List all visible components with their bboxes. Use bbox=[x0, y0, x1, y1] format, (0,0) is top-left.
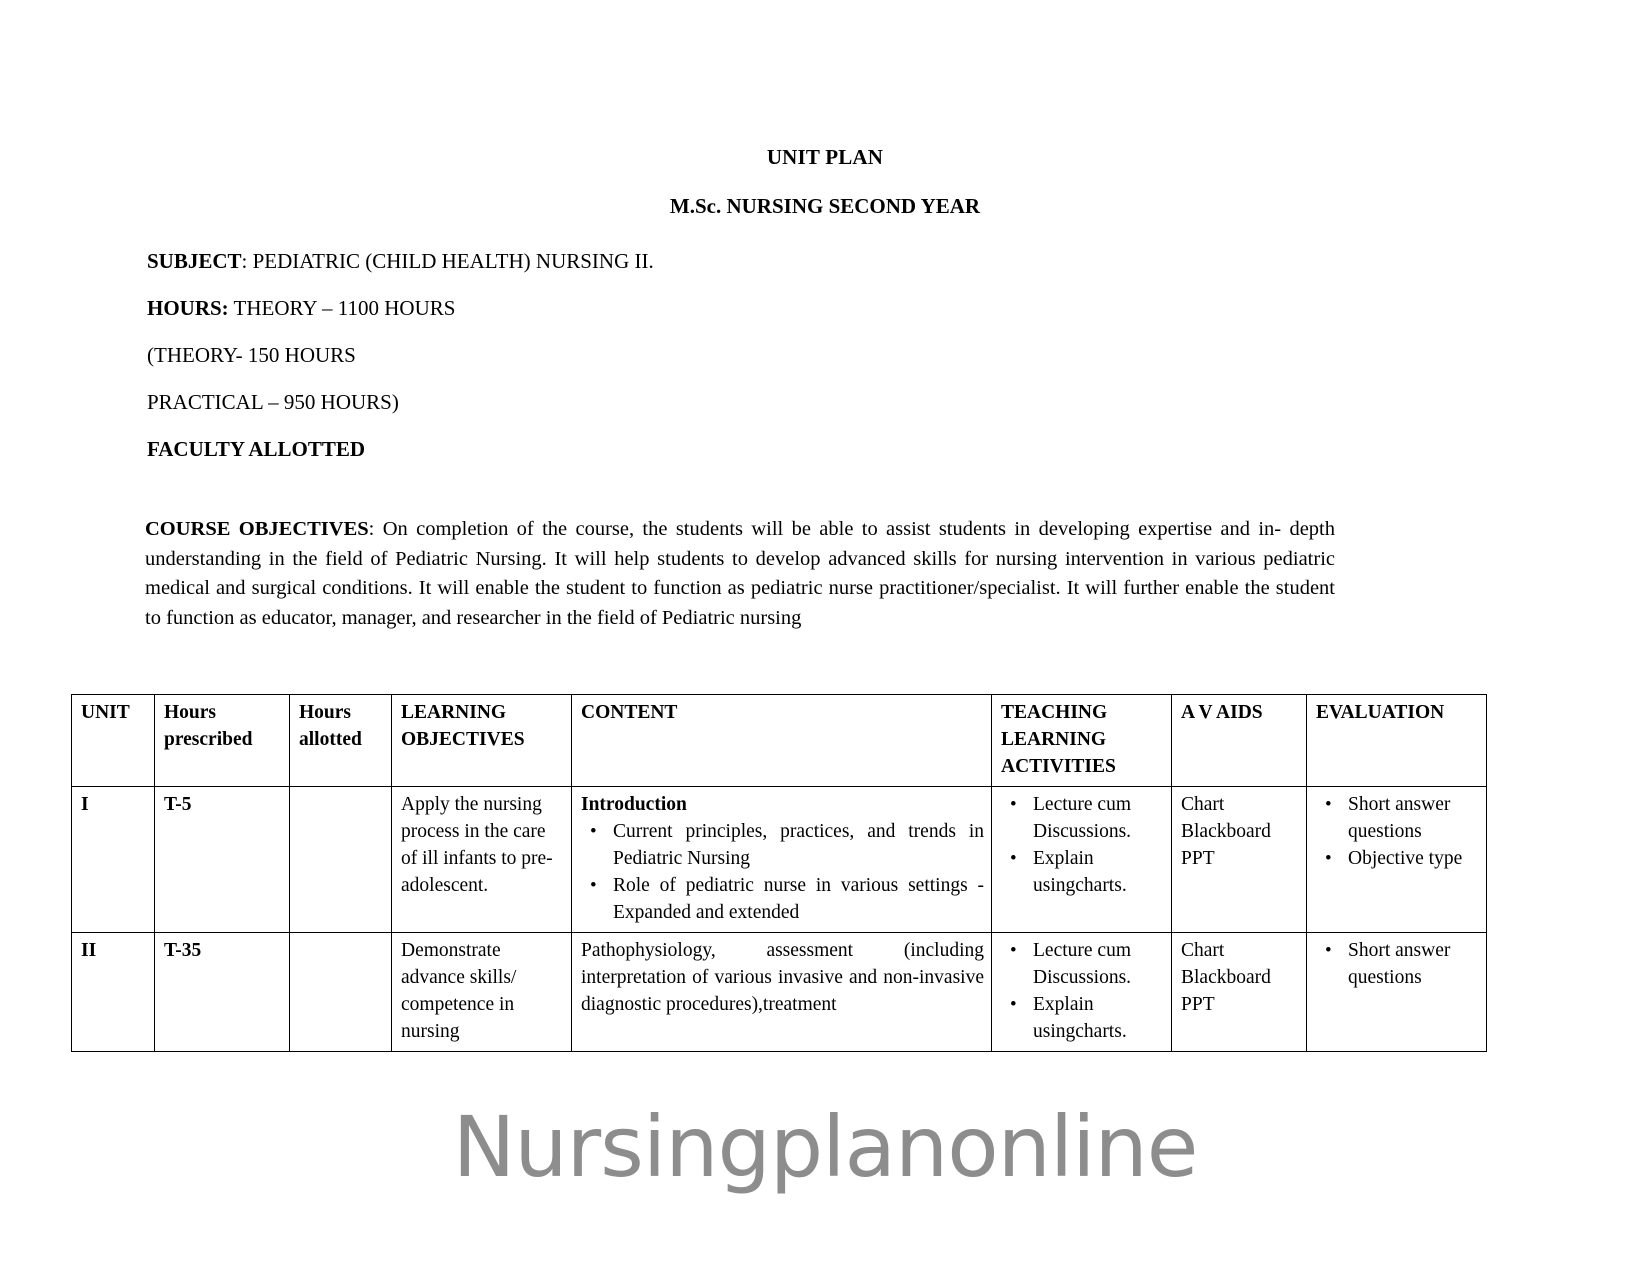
column-header-unit: UNIT bbox=[72, 695, 155, 787]
cell-content bbox=[572, 787, 992, 933]
course-objectives-text: : On completion of the course, the students will be able to assist students in developing expertise and in- depth understanding in the field of Pediatric Nursing. It will help students to develop advanced skills for nursing intervention in various pediatric medical and surgical conditions. It will enable the student to function as pediatric nurse practitioner/specialist. It will further enable the student to function as educator, manager, and researcher in the field of Pediatric nursing bbox=[145, 518, 1336, 629]
table-header-row bbox=[72, 695, 1487, 787]
table-row bbox=[72, 787, 1487, 933]
column-header-evaluation: EVALUATION bbox=[1307, 695, 1487, 787]
column-header-teaching-learning-activities: TEACHING LEARNING ACTIVITIES bbox=[992, 695, 1172, 787]
evaluation-bullet-list bbox=[1316, 791, 1479, 872]
cell-content: Pathophysiology, assessment (including interpretation of various invasive and non-invasive diagnostic procedures),treatment bbox=[572, 933, 992, 1052]
meta-practical-hours: PRACTICAL – 950 HOURS) bbox=[147, 390, 399, 414]
list-item: • Short answer questions bbox=[1343, 937, 1479, 991]
cell-unit: I bbox=[72, 787, 155, 933]
cell-av-aids: Chart Blackboard PPT bbox=[1172, 787, 1307, 933]
meta-hours-value: THEORY – 1100 HOURS bbox=[228, 296, 456, 320]
cell-unit: II bbox=[72, 933, 155, 1052]
course-objectives-label: COURSE OBJECTIVES bbox=[145, 518, 369, 540]
meta-hours bbox=[147, 285, 1487, 332]
meta-hours-label: HOURS: bbox=[147, 296, 229, 320]
cell-teaching-activities bbox=[992, 933, 1172, 1052]
meta-subject-value: : PEDIATRIC (CHILD HEALTH) NURSING II. bbox=[241, 249, 654, 273]
cell-evaluation bbox=[1307, 787, 1487, 933]
column-header-learning-objectives: LEARNING OBJECTIVES bbox=[392, 695, 572, 787]
list-item: • Objective type bbox=[1343, 845, 1479, 872]
content-bullet-list bbox=[581, 818, 984, 926]
meta-theory-hours: (THEORY- 150 HOURS bbox=[147, 343, 356, 367]
cell-hours-prescribed: T-5 bbox=[155, 787, 290, 933]
column-header-content: CONTENT bbox=[572, 695, 992, 787]
page-subtitle: M.Sc. NURSING SECOND YEAR bbox=[669, 194, 981, 218]
course-objectives bbox=[145, 515, 1335, 633]
list-item: • Lecture cum Discussions. bbox=[1028, 937, 1164, 991]
list-item: • Lecture cum Discussions. bbox=[1028, 791, 1164, 845]
list-item: • Current principles, practices, and trends in Pediatric Nursing bbox=[608, 818, 984, 872]
list-item: • Explain usingcharts. bbox=[1028, 845, 1164, 899]
meta-faculty-allotted bbox=[147, 426, 1487, 473]
cell-learning-objectives: Demonstrate advance skills/ competence in nursing bbox=[392, 933, 572, 1052]
list-item: • Short answer questions bbox=[1343, 791, 1479, 845]
document-meta bbox=[147, 238, 1487, 473]
cell-hours-allotted bbox=[290, 933, 392, 1052]
content-heading: Introduction bbox=[581, 794, 687, 815]
cell-evaluation bbox=[1307, 933, 1487, 1052]
cell-hours-prescribed: T-35 bbox=[155, 933, 290, 1052]
page-title: UNIT PLAN bbox=[766, 145, 884, 169]
column-header-hours-prescribed: Hours prescribed bbox=[155, 695, 290, 787]
cell-av-aids: Chart Blackboard PPT bbox=[1172, 933, 1307, 1052]
cell-learning-objectives: Apply the nursing process in the care of ill infants to pre-adolescent. bbox=[392, 787, 572, 933]
evaluation-bullet-list bbox=[1316, 937, 1479, 991]
cell-teaching-activities bbox=[992, 787, 1172, 933]
cell-hours-allotted bbox=[290, 787, 392, 933]
meta-subject-label: SUBJECT bbox=[147, 249, 242, 273]
unit-plan-table bbox=[71, 694, 1487, 1052]
column-header-av-aids: A V AIDS bbox=[1172, 695, 1307, 787]
teaching-bullet-list bbox=[1001, 937, 1164, 1045]
list-item: • Explain usingcharts. bbox=[1028, 991, 1164, 1045]
column-header-hours-allotted: Hours allotted bbox=[290, 695, 392, 787]
meta-subject bbox=[147, 238, 1487, 285]
watermark: Nursingplanonline bbox=[452, 1098, 1198, 1196]
meta-faculty-label: FACULTY ALLOTTED bbox=[147, 437, 366, 461]
teaching-bullet-list bbox=[1001, 791, 1164, 899]
table-row bbox=[72, 933, 1487, 1052]
list-item: • Role of pediatric nurse in various settings -Expanded and extended bbox=[608, 872, 984, 926]
